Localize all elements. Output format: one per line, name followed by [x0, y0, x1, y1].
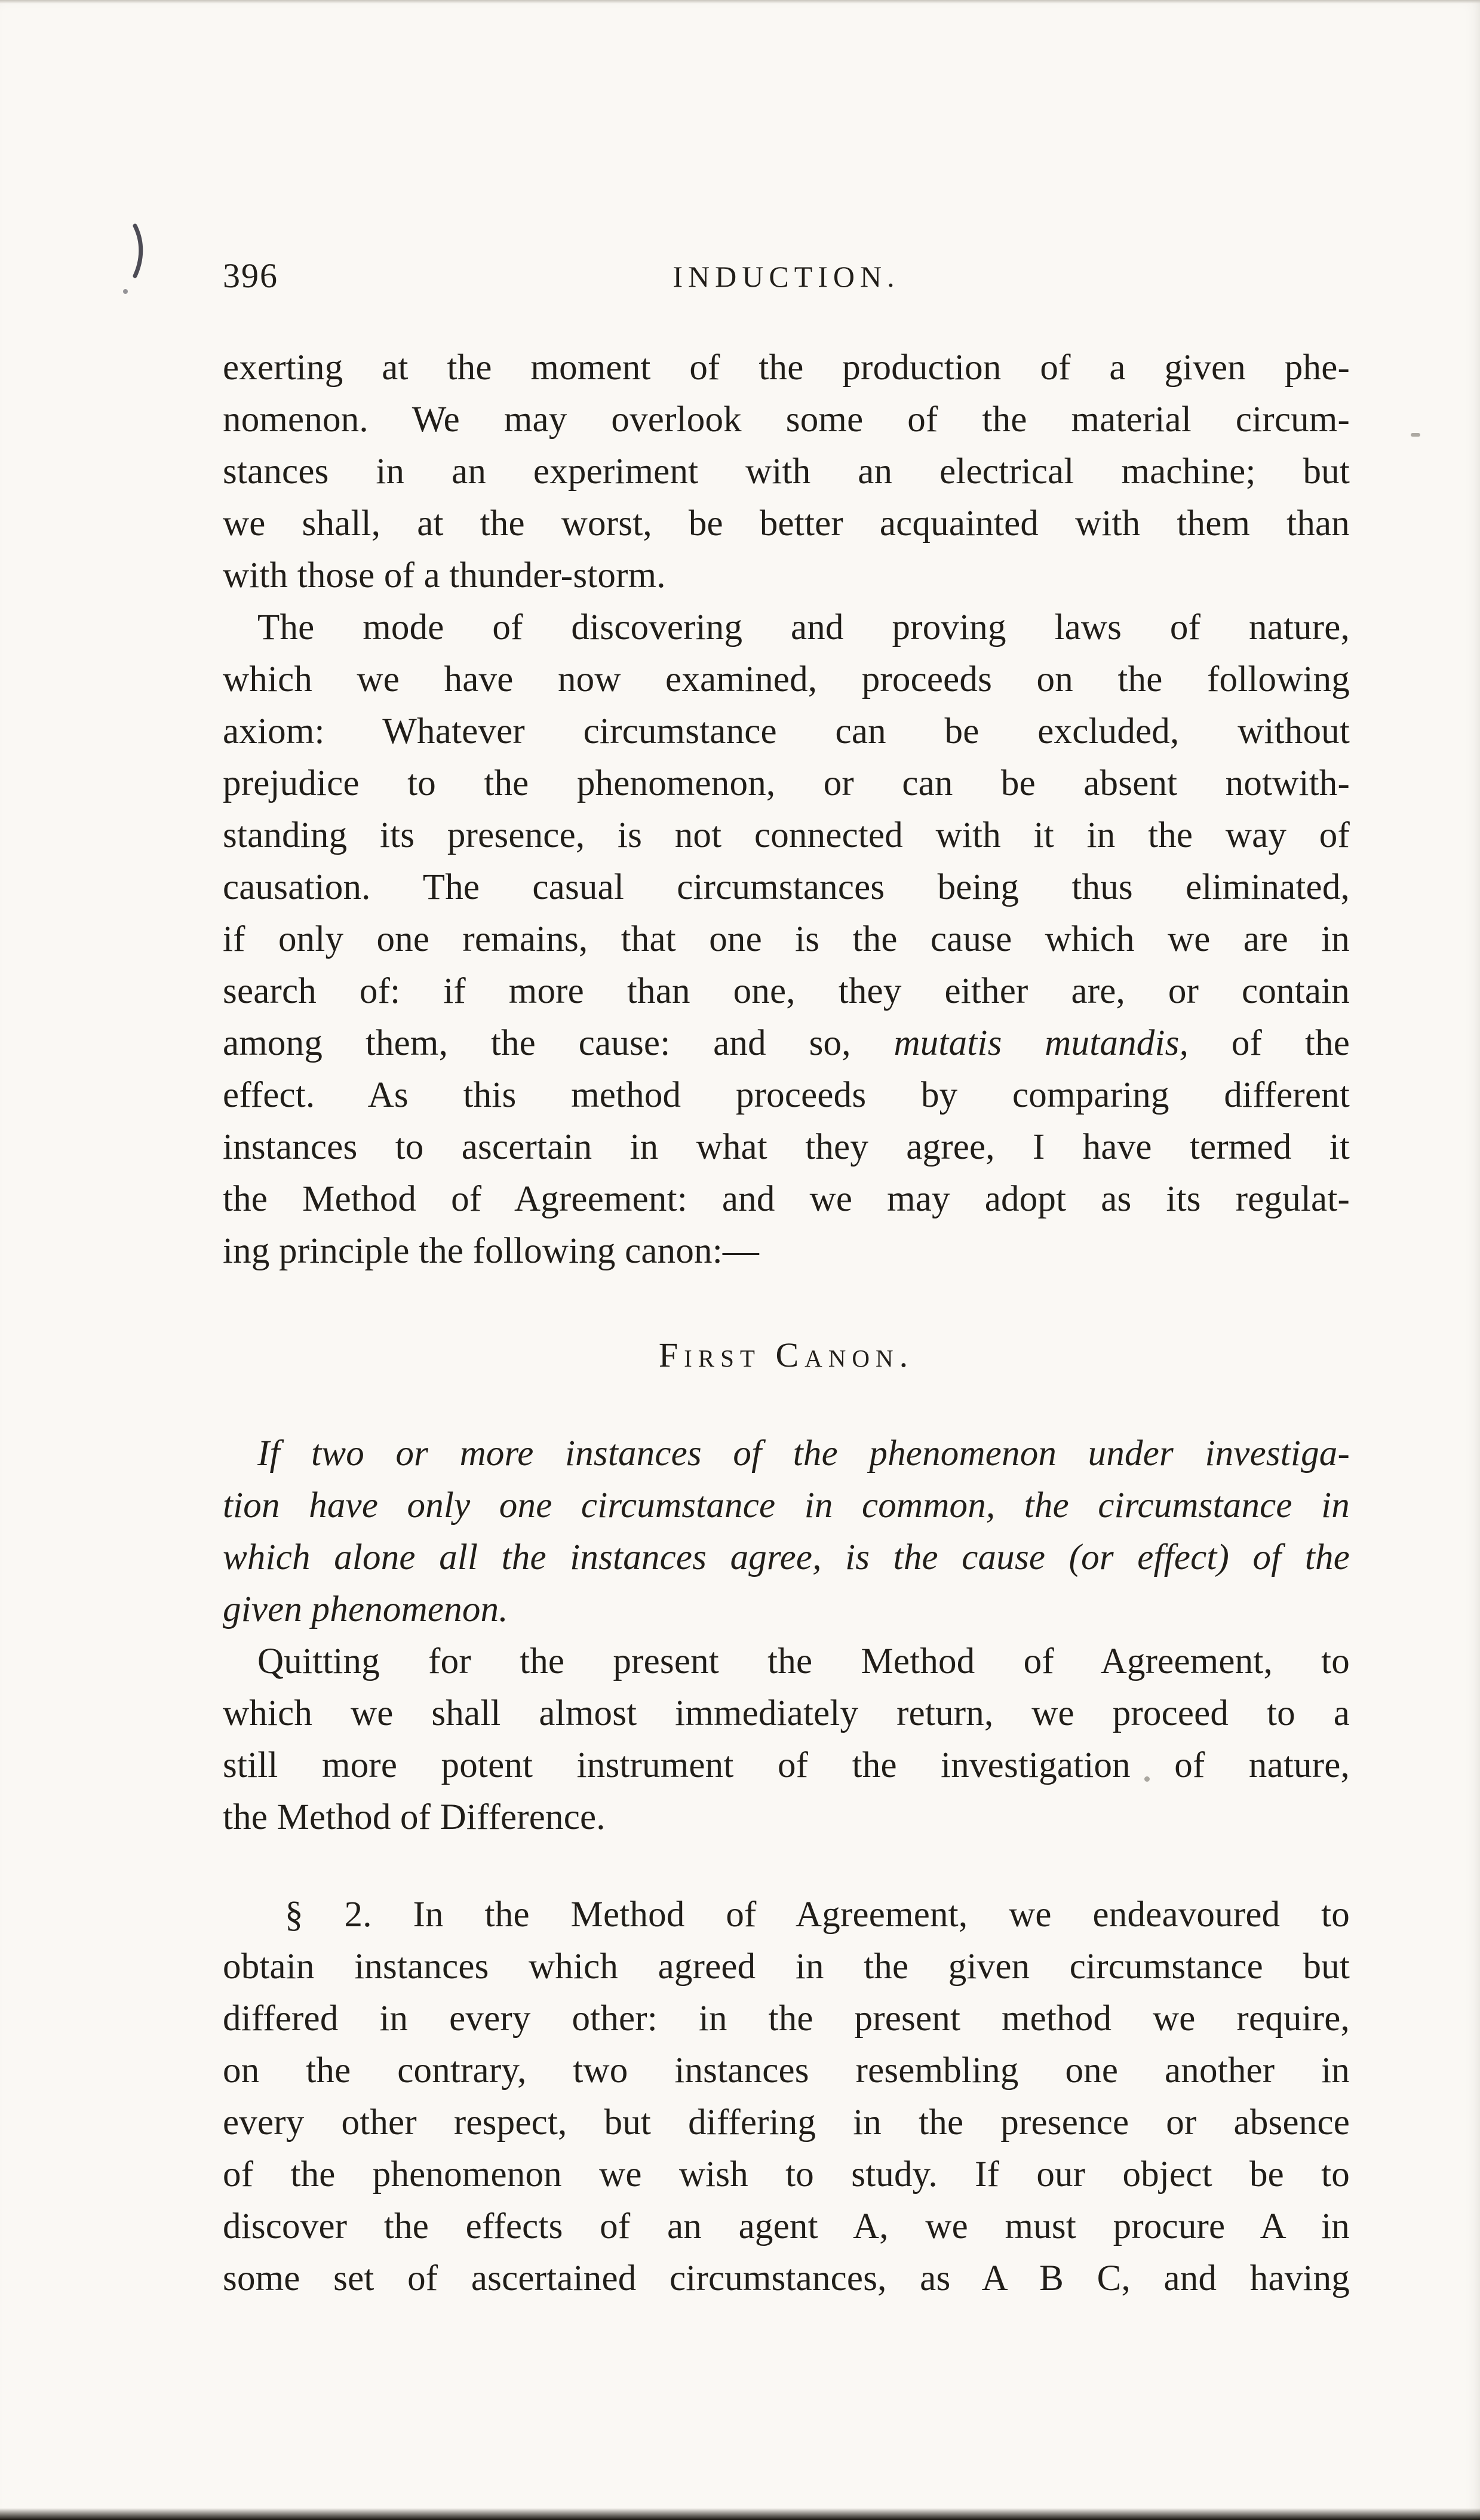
- text-line: given phenomenon.: [223, 1589, 508, 1629]
- text-line: prejudice to the phenomenon, or can be absent notwith-: [223, 763, 1350, 803]
- text-line: standing its presence, is not connected with it in the way of: [223, 815, 1350, 855]
- text-line: every other respect, but differing in the presence or absence: [223, 2102, 1350, 2143]
- text-line: The mode of discovering and proving laws of nature,: [257, 607, 1350, 647]
- handwritten-ink-mark: [119, 221, 161, 299]
- text-line: search of: if more than one, they either are, or contain: [223, 971, 1350, 1011]
- scan-artifact-dot: [1411, 433, 1420, 437]
- text-segment: of the: [1189, 1023, 1350, 1063]
- text-line: axiom: Whatever circumstance can be excluded, without: [223, 711, 1350, 751]
- text-line: obtain instances which agreed in the given circumstance but: [223, 1947, 1350, 1987]
- text-line: still more potent instrument of the investigation of nature,: [223, 1745, 1350, 1785]
- italic-phrase: mutatis mutandis,: [893, 1023, 1189, 1063]
- text-line: Quitting for the present the Method of Agreement, to: [257, 1641, 1350, 1681]
- text-line: causation. The casual circumstances being thus eliminated,: [223, 867, 1350, 907]
- text-line: If two or more instances of the phenomenon under investiga-: [257, 1434, 1350, 1474]
- section-heading: First Canon.: [658, 1336, 914, 1374]
- text-line: which alone all the instances agree, is the cause (or effect) of the: [223, 1537, 1350, 1577]
- paragraph-section-2: [223, 1889, 1350, 2304]
- scan-edge-top: [0, 0, 1480, 4]
- text-line: stances in an experiment with an electrical machine; but: [223, 452, 1350, 492]
- text-line: some set of ascertained circumstances, as A B C, and having: [223, 2258, 1350, 2298]
- text-line: effect. As this method proceeds by comparing different: [223, 1075, 1350, 1115]
- text-line: on the contrary, two instances resembling one another in: [223, 2051, 1350, 2091]
- text-line: tion have only one circumstance in common, the circumstance in: [223, 1485, 1350, 1525]
- text-line: ing principle the following canon:—: [223, 1231, 760, 1271]
- text-line: we shall, at the worst, be better acquainted with them than: [223, 504, 1350, 544]
- text-line: § 2. In the Method of Agreement, we endeavoured to: [285, 1895, 1350, 1935]
- text-line: of the phenomenon we wish to study. If our object be to: [223, 2154, 1350, 2194]
- text-line: differed in every other: in the present method we require,: [223, 1999, 1350, 2039]
- page-number: 396: [223, 256, 278, 295]
- text-line: which we shall almost immediately return, we proceed to a: [223, 1693, 1350, 1733]
- text-line: if only one remains, that one is the cause which we are in: [223, 919, 1350, 959]
- scan-edge-bottom: [0, 2508, 1480, 2520]
- paragraph-mode-of-discovering: [223, 601, 1350, 1277]
- text-line: [223, 1017, 1350, 1069]
- text-line: the Method of Difference.: [223, 1797, 606, 1837]
- text-line: the Method of Agreement: and we may adopt as its regulat-: [223, 1179, 1350, 1219]
- paragraph-continuation: [223, 342, 1350, 601]
- page-header: [223, 256, 1350, 303]
- text-line: which we have now examined, proceeds on the following: [223, 659, 1350, 699]
- paragraph-first-canon-text: [223, 1428, 1350, 1635]
- text-line: with those of a thunder-storm.: [223, 555, 666, 596]
- text-line: exerting at the moment of the production of a given phe-: [223, 348, 1350, 388]
- text-line: discover the effects of an agent A, we must procure A in: [223, 2206, 1350, 2246]
- paragraph-quitting-method-of-agreement: [223, 1635, 1350, 1843]
- text-segment: among them, the cause: and so,: [223, 1023, 894, 1063]
- text-block: [223, 342, 1350, 2304]
- running-header: INDUCTION.: [673, 260, 900, 293]
- text-line: nomenon. We may overlook some of the material circum-: [223, 400, 1350, 440]
- text-line: instances to ascertain in what they agree, I have termed it: [223, 1127, 1350, 1167]
